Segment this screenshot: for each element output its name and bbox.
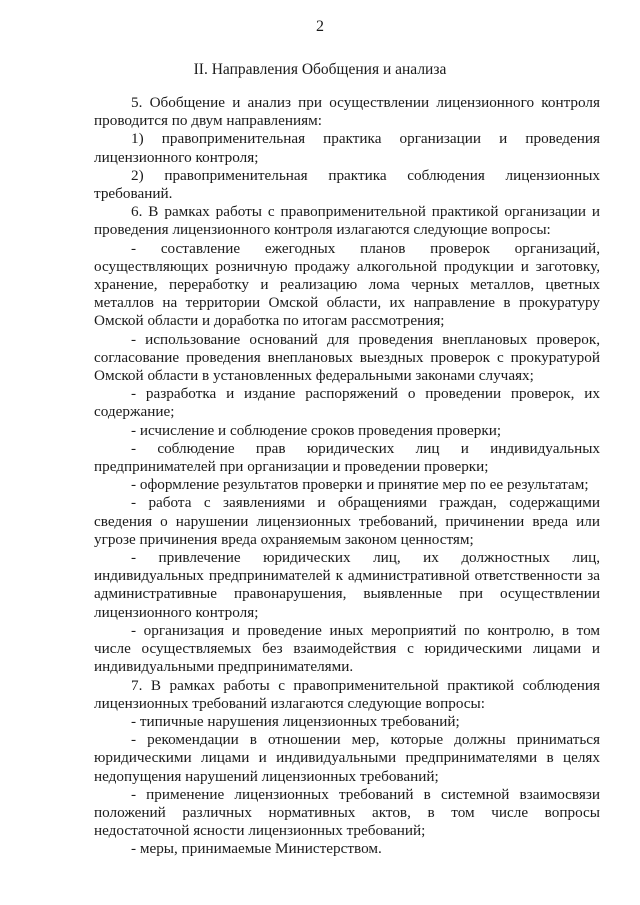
list-item: - разработка и издание распоряжений о проведении проверок, их содержание; [94, 385, 600, 421]
list-item: - меры, принимаемые Министерством. [131, 840, 382, 858]
paragraph: 5. Обобщение и анализ при осуществлении лицензионного контроля проводится по двум направлениям: [94, 94, 600, 130]
list-item: - соблюдение прав юридических лиц и индивидуальных предпринимателей при организации и проведении проверки; [94, 439, 600, 476]
list-item: - работа с заявлениями и обращениями граждан, содержащими сведения о нарушении лицензионных требований, причинении вреда или угрозе причинения вреда охраняемым законом ценностям; [94, 494, 600, 548]
paragraph: 1) правоприменительная практика организации и проведения лицензионного контроля; [94, 130, 600, 166]
paragraph: 2) правоприменительная практика соблюдения лицензионных требований. [94, 166, 600, 203]
list-item: - применение лицензионных требований в системной взаимосвязи положений различных нормативных актов, в том числе вопросы недостаточной ясности лицензионных требований; [94, 785, 600, 840]
list-item: - составление ежегодных планов проверок организаций, осуществляющих розничную продажу алкогольной продукции и заготовку, хранение, переработку и реализацию лома черных металлов, цветных металлов на территории Омской области, их направление в прокуратуру Омской области и доработка по итогам рассмотрения; [94, 239, 600, 330]
list-item: - использование оснований для проведения внеплановых проверок, согласование проведения внеплановых выездных проверок с прокуратурой Омской области в установленных федеральными законами случаях; [94, 330, 600, 385]
list-item: - организация и проведение иных мероприятий по контролю, в том числе осуществляемых без взаимодействия с юридическими лицами и индивидуальными предпринимателями. [94, 621, 600, 676]
list-item: - оформление результатов проверки и принятие мер по ее результатам; [131, 476, 589, 494]
list-item: - исчисление и соблюдение сроков проведения проверки; [131, 421, 502, 439]
document-body [94, 94, 600, 859]
paragraph: 6. В рамках работы с правоприменительной практикой организации и проведения лицензионного контроля излагаются следующие вопросы: [94, 203, 600, 239]
list-item: - привлечение юридических лиц, их должностных лиц, индивидуальных предпринимателей к административной ответственности за административные правонарушения, выявленные при осуществлении лицензионного контроля; [94, 549, 600, 621]
section-title: II. Направления Обобщения и анализа [193, 61, 447, 78]
paragraph: 7. В рамках работы с правоприменительной практикой соблюдения лицензионных требований излагаются следующие вопросы: [94, 676, 600, 712]
page-number: 2 [316, 18, 324, 35]
list-item: - типичные нарушения лицензионных требований; [131, 712, 460, 730]
list-item: - рекомендации в отношении мер, которые должны приниматься юридическими лицами и индивидуальными предпринимателями в целях недопущения нарушений лицензионных требований; [94, 731, 600, 785]
